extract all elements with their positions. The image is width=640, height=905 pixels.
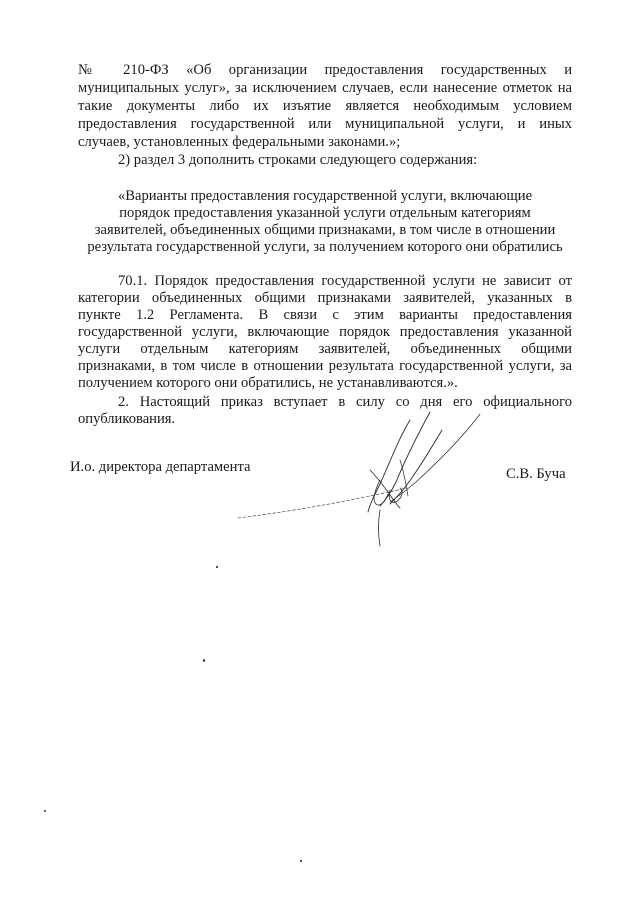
paragraph-70-1-line-5: услуги отдельным категориям заявителей, объединенных общими <box>78 341 572 357</box>
signatory-name: С.В. Буча <box>506 466 566 482</box>
scan-speck <box>203 659 205 662</box>
quote-heading-line-3: заявителей, объединенных общими признаками, в том числе в отношении <box>94 222 556 238</box>
paragraph-70-1-line-6: признаками, в том числе в отношении результата государственной услуги, за <box>78 358 572 374</box>
handwritten-signature <box>230 400 510 560</box>
final-item-2-line-2: опубликования. <box>78 411 176 427</box>
paragraph-1-line-1: № 210-ФЗ «Об организации предоставления государственных и <box>78 62 572 78</box>
paragraph-70-1-line-4: государственной услуги, включающие порядок предоставления указанной <box>78 324 572 340</box>
paragraph-1-line-3: такие документы либо их изъятие является необходимым условием <box>78 98 572 114</box>
paragraph-1-line-5: случаев, установленных федеральными законами.»; <box>78 134 401 150</box>
scan-speck <box>44 810 46 812</box>
paragraph-70-1-line-3: пункте 1.2 Регламента. В связи с этим варианты предоставления <box>78 307 572 323</box>
scan-speck <box>216 566 218 568</box>
signatory-title: И.о. директора департамента <box>70 459 251 475</box>
quote-heading-line-2: порядок предоставления указанной услуги отдельным категориям <box>119 205 531 221</box>
paragraph-70-1-line-1: 70.1. Порядок предоставления государственной услуги не зависит от <box>118 273 572 289</box>
paragraph-70-1-line-7: получением которого они обратились, не устанавливаются.». <box>78 375 458 391</box>
final-item-2-line-1: 2. Настоящий приказ вступает в силу со дня его официального <box>118 394 572 410</box>
scan-speck <box>300 860 302 862</box>
quote-heading-line-1: «Варианты предоставления государственной услуги, включающие <box>117 188 533 204</box>
paragraph-1-line-2: муниципальных услуг», за исключением случаев, если нанесение отметок на <box>78 80 572 96</box>
quote-heading-line-4: результата государственной услуги, за получением которого они обратились <box>87 239 563 255</box>
paragraph-70-1-line-2: категории объединенных общими признаками заявителей, указанных в <box>78 290 572 306</box>
paragraph-1-line-4: предоставления государственной или муниципальной услуги, и иных <box>78 116 572 132</box>
item-2-text: 2) раздел 3 дополнить строками следующего содержания: <box>118 152 478 168</box>
